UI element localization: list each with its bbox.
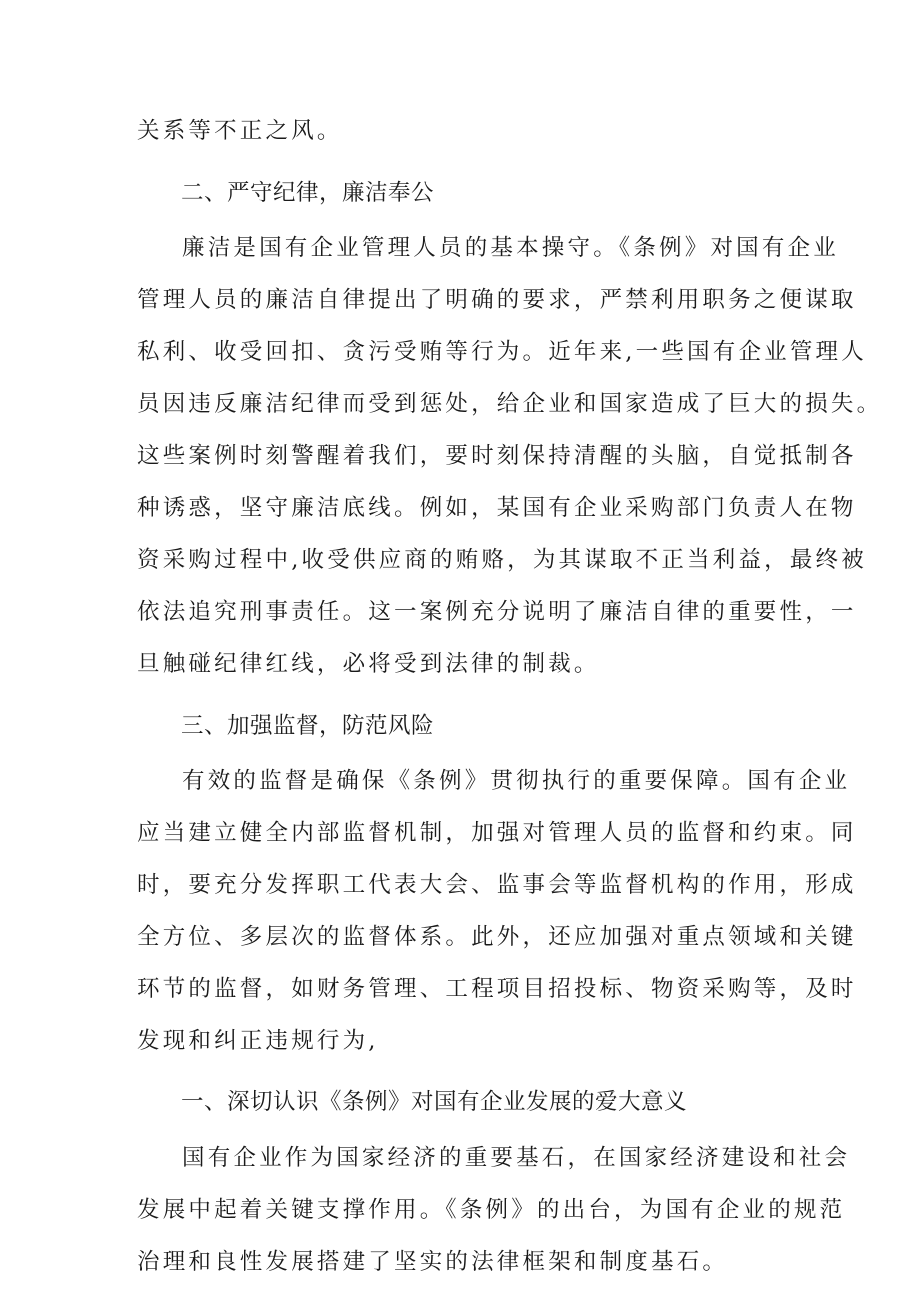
paragraph-fragment: 关系等不正之风。 [137, 118, 343, 144]
section-heading-3: 三、加强监督，防范风险 [181, 713, 435, 739]
paragraph-line: 员因违反廉洁纪律而受到惩处，给企业和国家造成了巨大的损失。 [137, 391, 883, 417]
paragraph-line: 发展中起着关键支撑作用。《条例》的出台，为国有企业的规范 [137, 1197, 846, 1223]
paragraph-line: 种诱惑，坚守廉洁底线。例如，某国有企业采购部门负责人在物 [137, 495, 857, 521]
paragraph-line: 全方位、多层次的监督体系。此外，还应加强对重点领域和关键 [137, 924, 857, 950]
section-heading-1: 一、深切认识《条例》对国有企业发展的爱大意义 [181, 1089, 688, 1115]
paragraph-line: 环节的监督，如财务管理、工程项目招投标、物资采购等，及时 [137, 976, 857, 1002]
paragraph-line: 治理和良性发展搭建了坚实的法律框架和制度基石。 [137, 1249, 729, 1275]
paragraph-line: 私利、收受回扣、贪污受贿等行为。近年来,一些国有企业管理人 [137, 339, 867, 365]
paragraph-line: 有效的监督是确保《条例》贯彻执行的重要保障。国有企业 [182, 768, 851, 794]
paragraph-line: 时，要充分发挥职工代表大会、监事会等监督机构的作用，形成 [137, 872, 857, 898]
paragraph-line: 廉洁是国有企业管理人员的基本操守。《条例》对国有企业 [182, 235, 839, 261]
paragraph-line: 发现和纠正违规行为, [137, 1028, 379, 1054]
paragraph-line: 旦触碰纪律红线，必将受到法律的制裁。 [137, 651, 600, 677]
paragraph-line: 国有企业作为国家经济的重要基石，在国家经济建设和社会 [182, 1145, 851, 1171]
paragraph-line: 应当建立健全内部监督机制，加强对管理人员的监督和约束。同 [137, 820, 857, 846]
section-heading-2: 二、严守纪律，廉洁奉公 [181, 180, 435, 206]
paragraph-line: 依法追究刑事责任。这一案例充分说明了廉洁自律的重要性，一 [137, 599, 857, 625]
paragraph-line: 资采购过程中,收受供应商的贿赂，为其谋取不正当利益，最终被 [137, 547, 867, 573]
paragraph-line: 管理人员的廉洁自律提出了明确的要求，严禁利用职务之便谋取 [137, 287, 857, 313]
paragraph-line: 这些案例时刻警醒着我们，要时刻保持清醒的头脑，自觉抵制各 [137, 443, 857, 469]
